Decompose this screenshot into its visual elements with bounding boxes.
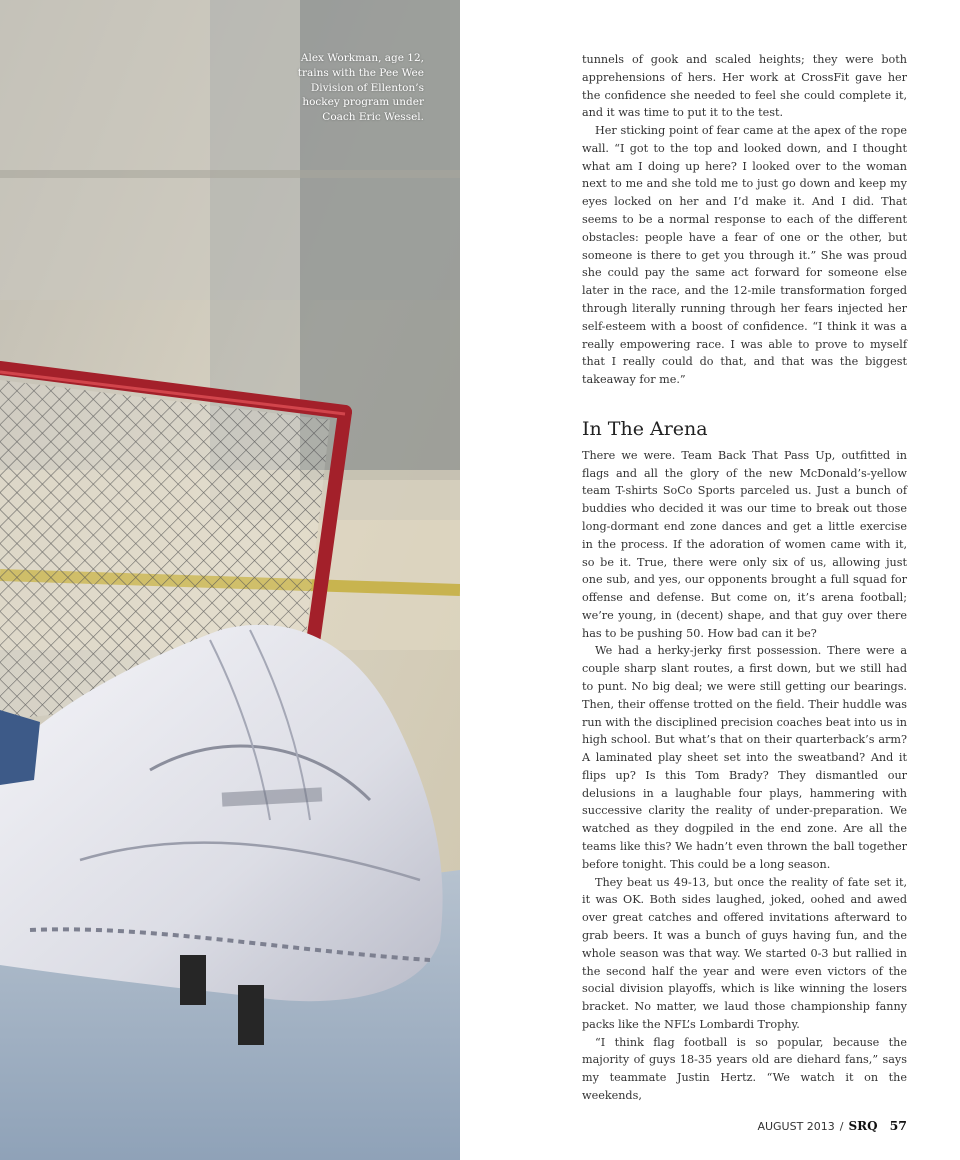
hockey-goalie-photo (0, 0, 460, 1160)
issue-date: AUGUST 2013 (757, 1120, 835, 1133)
magazine-name: SRQ (848, 1119, 878, 1133)
article-paragraph: Her sticking point of fear came at the apex of the rope wall. “I got to the top and looked down, and I thought what am I doing up here? I looked over to the woman next to me and she told me to just go down and keep my eyes locked on her and I’d make it. And I did. That seems to be a normal response to each of the different obstacles: people have a fear of one or the other, but someone is there to get you through it.” She was proud she could pay the same act forward for someone else later in the race, and the 12-mile transformation forged through literally running through her fears injected her self-esteem with a boost of confidence. “I think it was a really empowering race. I was able to prove to myself that I really could do that, and that was the biggest takeaway for me.” (582, 124, 907, 387)
page-number: 57 (889, 1118, 907, 1133)
article-paragraph: We had a herky-jerky first possession. There were a couple sharp slant routes, a first down, but we still had to punt. No big deal; we were still getting our bearings. Then, their offense trotted on the field. Their huddle was run with the disciplined precision coaches beat into us in high school. But what’s that on their quarterback’s arm? A laminated play sheet set into the sweatband? And it flips up? Is this Tom Brady? They dismantled our delusions in a laughable four plays, hammering with successive clarity the reality of under-preparation. We watched as they dogpiled in the end zone. Are all the teams like this? We hadn’t even thrown the ball together before tonight. This could be a long season. (582, 644, 908, 871)
page-footer (757, 1118, 907, 1133)
footer-separator: / (839, 1120, 844, 1133)
article-paragraph: tunnels of gook and scaled heights; they were both apprehensions of hers. Her work at CrossFit gave her the confidence she needed to feel she could complete it, and it was time to put it to the test. (582, 53, 907, 120)
article-column (582, 51, 907, 1105)
article-paragraph: There we were. Team Back That Pass Up, outfitted in flags and all the glory of the new McDonald’s-yellow team T-shirts SoCo Sports parceled us. Just a bunch of buddies who decided it was our time to break out those long-dormant end zone dances and get a little exercise in the process. If the adoration of women came with it, so be it. True, there were only six of us, allowing just one sub, and yes, our opponents brought a full squad for offense and defense. But come on, it’s arena football; we’re young, in (decent) shape, and that guy over there has to be pushing 50. How bad can it be? (582, 448, 907, 640)
section-heading: In The Arena (582, 417, 708, 440)
photo-caption: Alex Workman, age 12, trains with the Pee Wee Division of Ellenton’s hockey program under Coach Eric Wessel. (297, 52, 424, 124)
article-paragraph: “I think flag football is so popular, because the majority of guys 18-35 years old are diehard fans,” says my teammate Justin Hertz. “We watch it on the weekends, (582, 1035, 907, 1102)
article-paragraph: They beat us 49-13, but once the reality of fate set it, it was OK. Both sides laughed, joked, oohed and awed over great catches and offered invitations afterward to grab beers. It was a bunch of guys having fun, and the whole season was that way. We started 0-3 but rallied in the second half the year and were even victors of the social division playoffs, which is like winning the losers bracket. No matter, we laud those championship fanny packs like the NFL’s Lombardi Trophy. (582, 875, 907, 1031)
